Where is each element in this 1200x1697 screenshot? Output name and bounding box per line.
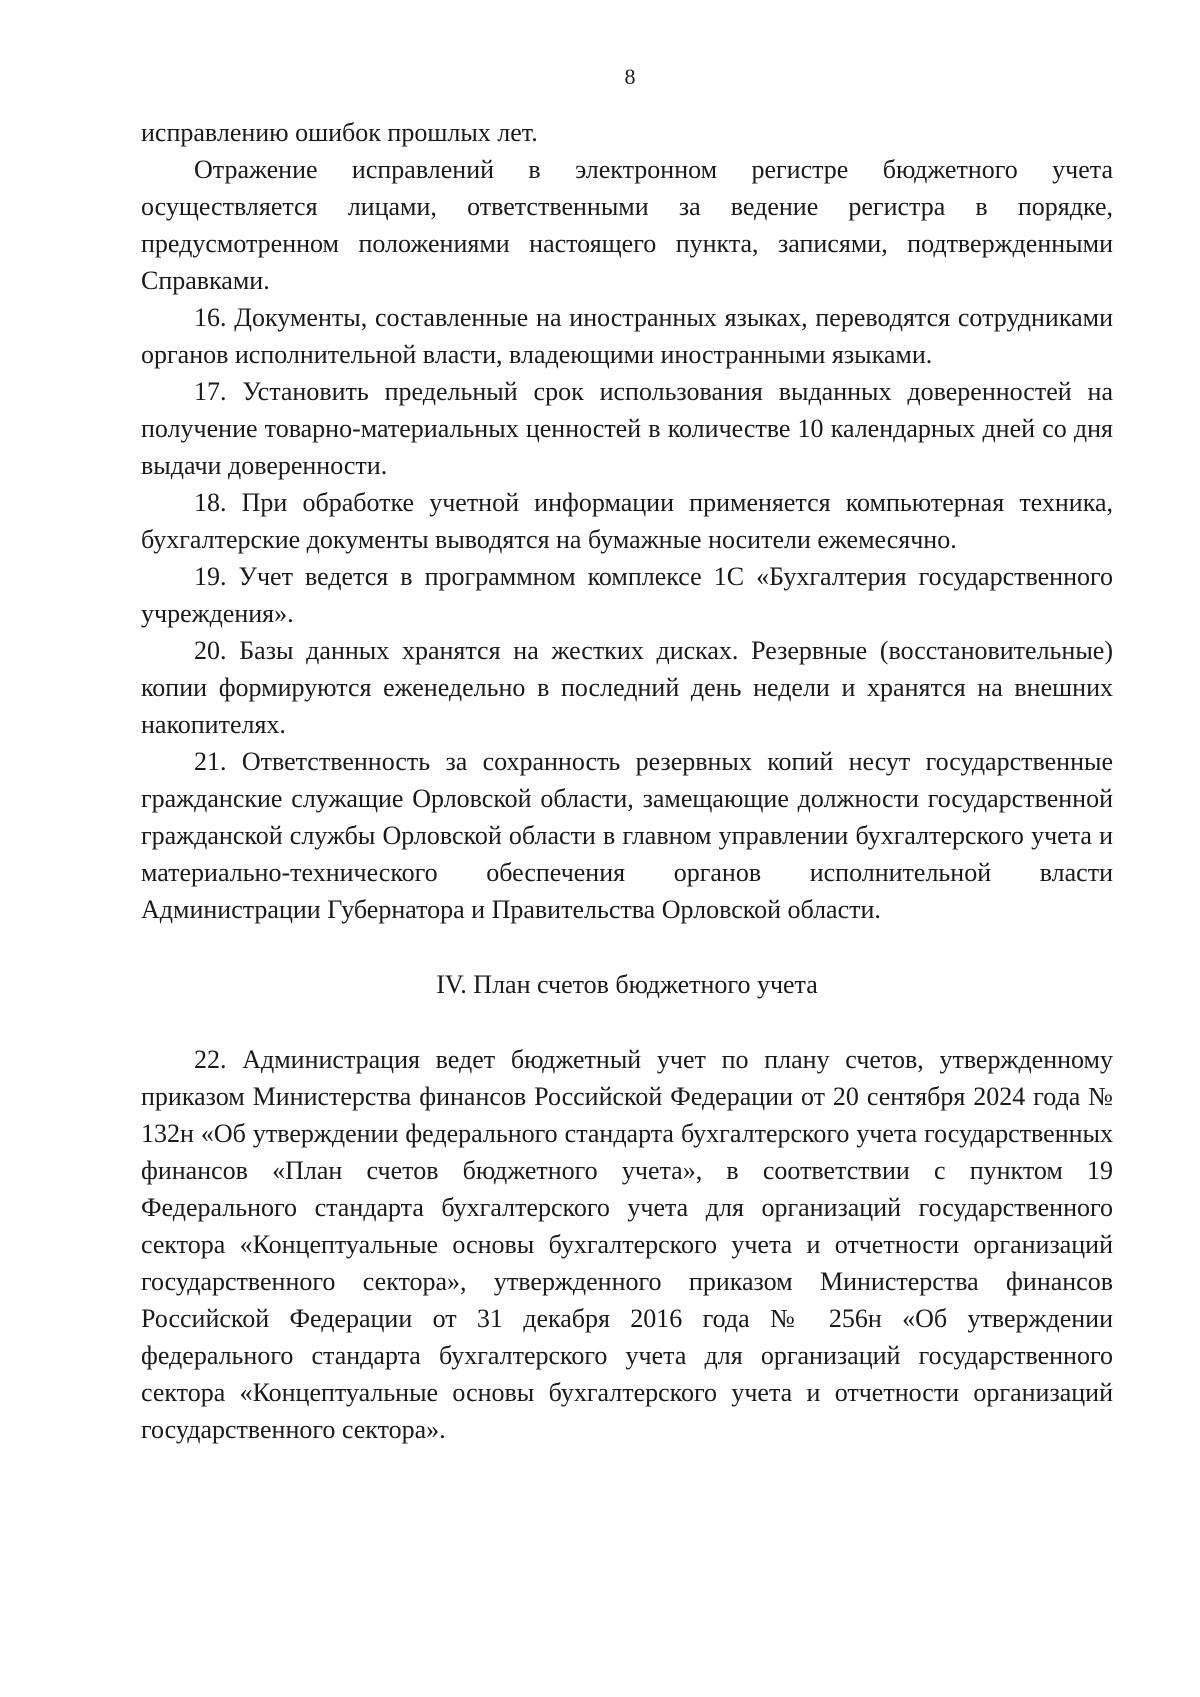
paragraph-17: 17. Установить предельный срок использования выданных доверенностей на получение товарно-материальных ценностей в количестве 10 календарных дней со дня выдачи доверенности. [141, 377, 1113, 480]
document-body [141, 114, 1113, 1448]
paragraph-16: 16. Документы, составленные на иностранных языках, переводятся сотрудниками органов исполнительной власти, владеющими иностранными языками. [141, 303, 1113, 369]
section-heading: IV. План счетов бюджетного учета [436, 970, 818, 999]
paragraph-21: 21. Ответственность за сохранность резервных копий несут государственные гражданские служащие Орловской области, замещающие должности государственной гражданской службы Орловской области в главном управлении бухгалтерского учета и материально-технического обеспечения органов исполнительной власти Администрации Губернатора и Правительства Орловской области. [141, 747, 1113, 924]
paragraph-22: 22. Администрация ведет бюджетный учет по плану счетов, утвержденному приказом Министерства финансов Российской Федерации от 20 сентября 2024 года № 132н «Об утверждении федерального стандарта бухгалтерского учета государственных финансов «План счетов бюджетного учета», в соответствии с пунктом 19 Федерального стандарта бухгалтерского учета для организаций государственного сектора «Концептуальные основы бухгалтерского учета и отчетности организаций государственного сектора», утвержденного приказом Министерства финансов Российской Федерации от 31 декабря 2016 года № 256н «Об утверждении федерального стандарта бухгалтерского учета для организаций государственного сектора «Концептуальные основы бухгалтерского учета и отчетности организаций государственного сектора». [141, 1045, 1113, 1444]
paragraph-continuation: исправлению ошибок прошлых лет. [141, 118, 538, 147]
paragraph-19: 19. Учет ведется в программном комплексе 1С «Бухгалтерия государственного учреждения». [141, 562, 1113, 628]
paragraph-20: 20. Базы данных хранятся на жестких дисках. Резервные (восстановительные) копии формируются еженедельно в последний день недели и хранятся на внешних накопителях. [141, 636, 1113, 739]
page-number: 8 [624, 64, 636, 89]
paragraph-18: 18. При обработке учетной информации применяется компьютерная техника, бухгалтерские документы выводятся на бумажные носители ежемесячно. [141, 488, 1113, 554]
paragraph-corrections: Отражение исправлений в электронном регистре бюджетного учета осуществляется лицами, ответственными за ведение регистра в порядке, предусмотренном положениями настоящего пункта, записями, подтвержденными Справками. [141, 155, 1113, 295]
